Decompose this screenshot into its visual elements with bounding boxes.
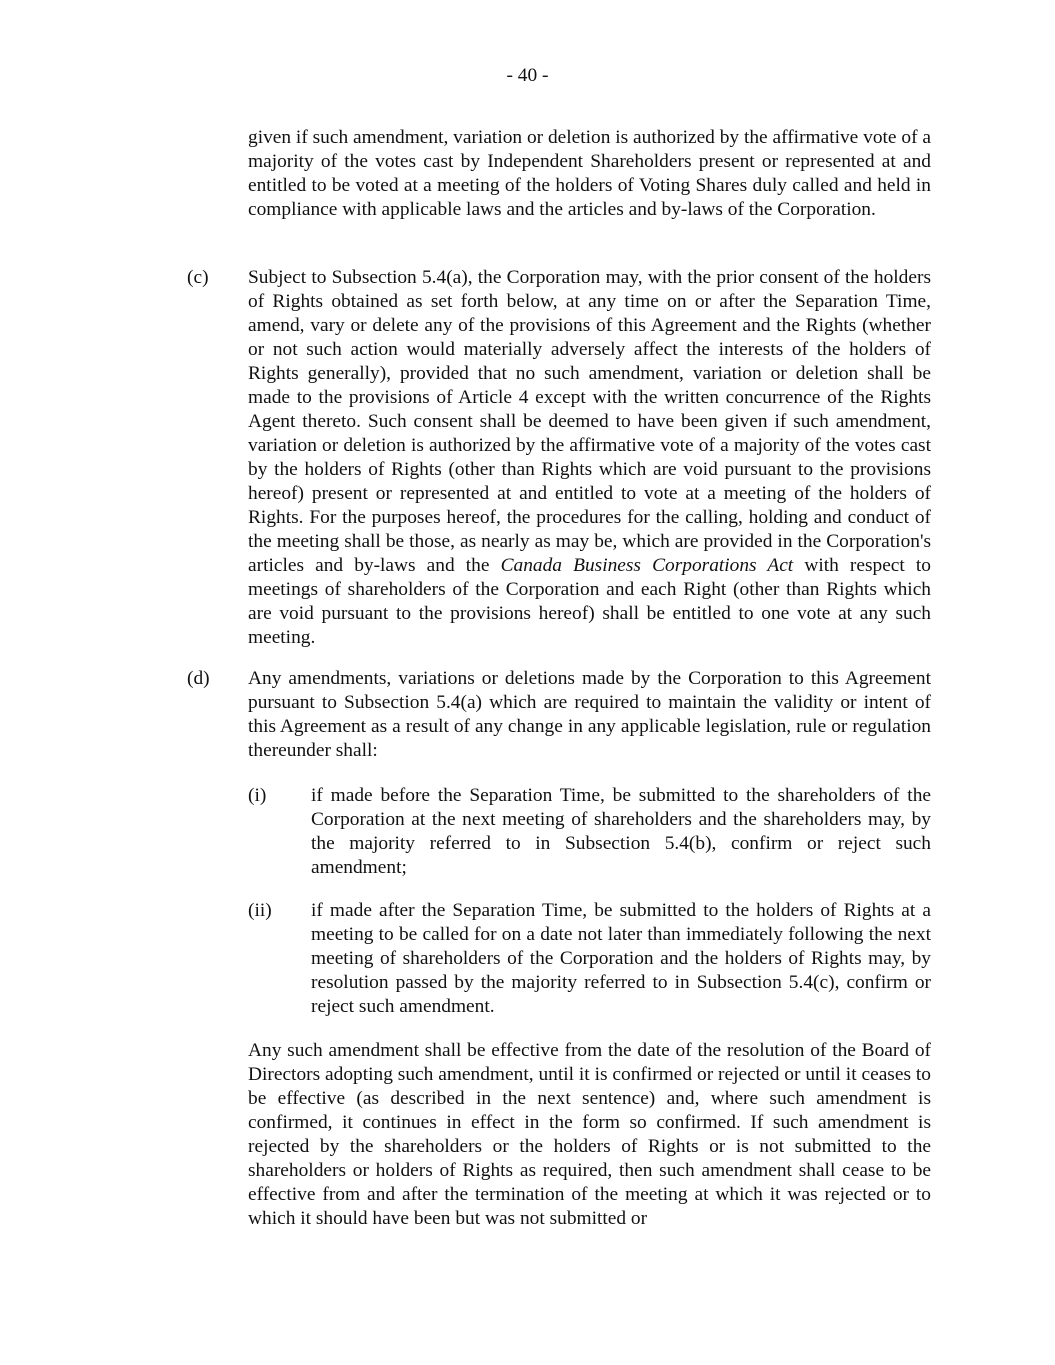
clause-d-label: (d) (187, 668, 210, 689)
clause-c-paragraph (248, 266, 931, 650)
clause-d-paragraph: Any amendments, variations or deletions made by the Corporation to this Agreement pursuant to Subsection 5.4(a) which are required to maintain the validity or intent of this Agreement as a result of any change in any applicable legislation, rule or regulation thereunder shall: (248, 668, 931, 761)
clause-c-label: (c) (187, 267, 209, 288)
closing-paragraph: Any such amendment shall be effective from the date of the resolution of the Board of Directors adopting such amendment, until it is confirmed or rejected or until it ceases to be effective (as described in the next sentence) and, where such amendment is confirmed, it continues in effect in the form so confirmed. If such amendment is rejected by the shareholders or the holders of Rights or is not submitted to the shareholders or holders of Rights as required, then such amendment shall cease to be effective from and after the termination of the meeting at which it was rejected or to which it should have been but was not submitted or (248, 1040, 931, 1229)
page-number: - 40 - (506, 65, 549, 86)
intro-paragraph: given if such amendment, variation or deletion is authorized by the affirmative vote of a majority of the votes cast by Independent Shareholders present or represented at and entitled to be voted at a meeting of the holders of Voting Shares duly called and held in compliance with applicable laws and the articles and by-laws of the Corporation. (248, 127, 931, 220)
clause-c-text-after: with respect to meetings of shareholders of the Corporation and each Right (other than Rights which are void pursuant to the provisions hereof) shall be entitled to one vote at any such meeting. (248, 555, 931, 648)
subclause-i-paragraph: if made before the Separation Time, be submitted to the shareholders of the Corporation at the next meeting of shareholders and the shareholders may, by the majority referred to in Subsection 5.4(b), confirm or reject such amendment; (311, 785, 931, 878)
subclause-ii-paragraph: if made after the Separation Time, be submitted to the holders of Rights at a meeting to be called for on a date not later than immediately following the next meeting of shareholders of the Corporation and the holders of Rights may, by resolution passed by the majority referred to in Subsection 5.4(c), confirm or reject such amendment. (311, 900, 931, 1017)
subclause-ii-label: (ii) (248, 900, 272, 921)
clause-c-act-name: Canada Business Corporations Act (500, 555, 794, 576)
clause-c-text-before: Subject to Subsection 5.4(a), the Corporation may, with the prior consent of the holders of Rights obtained as set forth below, at any time on or after the Separation Time, amend, vary or delete any of the provisions of this Agreement and the Rights (whether or not such action would materially adversely affect the interests of the holders of Rights generally), provided that no such amendment, variation or deletion shall be made to the provisions of Article 4 except with the written concurrence of the Rights Agent thereto. Such consent shall be deemed to have been given if such amendment, variation or deletion is authorized by the affirmative vote of a majority of the votes cast by the holders of Rights (other than Rights which are void pursuant to the provisions hereof) present or represented at and entitled to vote at a meeting of the holders of Rights. For the purposes hereof, the procedures for the calling, holding and conduct of the meeting shall be those, as nearly as may be, which are provided in the Corporation's articles and by-laws and the (248, 267, 931, 576)
subclause-i-label: (i) (248, 785, 267, 806)
